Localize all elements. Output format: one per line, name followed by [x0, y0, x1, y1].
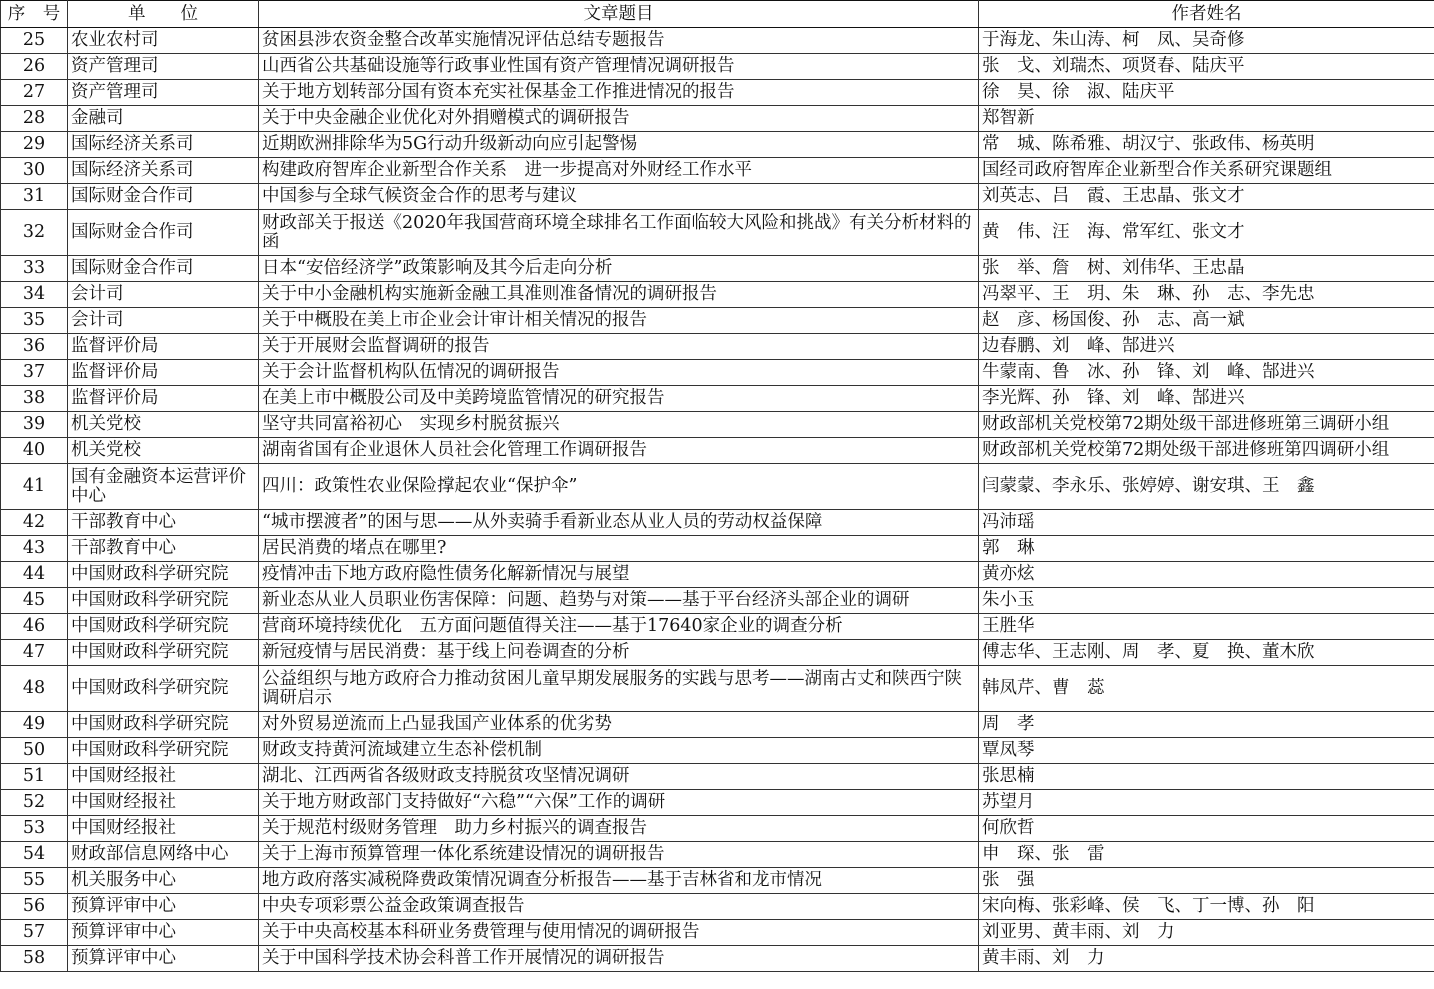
table-row: [1, 464, 1434, 510]
row-number: 25: [1, 28, 68, 54]
row-title: 坚守共同富裕初心 实现乡村脱贫振兴: [259, 412, 979, 438]
row-author: 常 城、陈希雅、胡汉宁、张政伟、杨英明: [979, 132, 1434, 158]
row-title: 居民消费的堵点在哪里?: [259, 536, 979, 562]
row-number: 52: [1, 790, 68, 816]
row-number: 40: [1, 438, 68, 464]
row-unit: 中国财政科学研究院: [68, 666, 259, 712]
row-author: 黄亦炫: [979, 562, 1434, 588]
row-author: 财政部机关党校第72期处级干部进修班第三调研小组: [979, 412, 1434, 438]
row-number: 55: [1, 868, 68, 894]
row-unit: 预算评审中心: [68, 894, 259, 920]
row-author: 王胜华: [979, 614, 1434, 640]
row-author: 黄丰雨、刘 力: [979, 946, 1434, 972]
row-title: 山西省公共基础设施等行政事业性国有资产管理情况调研报告: [259, 54, 979, 80]
row-title: 近期欧洲排除华为5G行动升级新动向应引起警惕: [259, 132, 979, 158]
table-row: [1, 536, 1434, 562]
table-row: [1, 894, 1434, 920]
table-row: [1, 308, 1434, 334]
row-author: 张 强: [979, 868, 1434, 894]
row-number: 43: [1, 536, 68, 562]
table-row: [1, 210, 1434, 256]
row-unit: 国际财金合作司: [68, 210, 259, 256]
header-unit: 单 位: [68, 1, 259, 28]
row-title: 关于会计监督机构队伍情况的调研报告: [259, 360, 979, 386]
row-unit: 预算评审中心: [68, 920, 259, 946]
table-row: [1, 106, 1434, 132]
table-row: [1, 588, 1434, 614]
table-row: [1, 184, 1434, 210]
row-title: 财政支持黄河流域建立生态补偿机制: [259, 738, 979, 764]
row-title: 关于中概股在美上市企业会计审计相关情况的报告: [259, 308, 979, 334]
row-unit: 预算评审中心: [68, 946, 259, 972]
row-number: 49: [1, 712, 68, 738]
row-number: 57: [1, 920, 68, 946]
row-author: 傅志华、王志刚、周 孝、夏 换、董木欣: [979, 640, 1434, 666]
row-title: 关于地方划转部分国有资本充实社保基金工作推进情况的报告: [259, 80, 979, 106]
row-unit: 中国财政科学研究院: [68, 588, 259, 614]
row-author: 宋向梅、张彩峰、侯 飞、丁一博、孙 阳: [979, 894, 1434, 920]
row-title: 四川：政策性农业保险撑起农业“保护伞”: [259, 464, 979, 510]
row-author: 刘英志、吕 霞、王忠晶、张文才: [979, 184, 1434, 210]
row-author: 李光辉、孙 锋、刘 峰、郜进兴: [979, 386, 1434, 412]
row-unit: 中国财政科学研究院: [68, 614, 259, 640]
row-unit: 干部教育中心: [68, 536, 259, 562]
table-row: [1, 438, 1434, 464]
table-row: [1, 920, 1434, 946]
row-number: 46: [1, 614, 68, 640]
row-number: 53: [1, 816, 68, 842]
row-number: 29: [1, 132, 68, 158]
table-row: [1, 666, 1434, 712]
row-number: 31: [1, 184, 68, 210]
row-number: 58: [1, 946, 68, 972]
row-author: 苏望月: [979, 790, 1434, 816]
row-unit: 监督评价局: [68, 386, 259, 412]
row-unit: 中国财政科学研究院: [68, 562, 259, 588]
row-number: 50: [1, 738, 68, 764]
table-row: [1, 256, 1434, 282]
row-unit: 资产管理司: [68, 54, 259, 80]
row-unit: 资产管理司: [68, 80, 259, 106]
row-unit: 会计司: [68, 308, 259, 334]
row-author: 赵 彦、杨国俊、孙 志、高一斌: [979, 308, 1434, 334]
row-unit: 农业农村司: [68, 28, 259, 54]
row-author: 闫蒙蒙、李永乐、张婷婷、谢安琪、王 鑫: [979, 464, 1434, 510]
row-author: 冯翠平、王 玥、朱 琳、孙 志、李先忠: [979, 282, 1434, 308]
row-title: 中国参与全球气候资金合作的思考与建议: [259, 184, 979, 210]
row-unit: 国际财金合作司: [68, 256, 259, 282]
row-author: 韩凤芹、曹 蕊: [979, 666, 1434, 712]
table-row: [1, 868, 1434, 894]
row-title: 关于中央高校基本科研业务费管理与使用情况的调研报告: [259, 920, 979, 946]
row-title: 新业态从业人员职业伤害保障：问题、趋势与对策——基于平台经济头部企业的调研: [259, 588, 979, 614]
table-header: [1, 1, 1434, 28]
row-title: 湖北、江西两省各级财政支持脱贫攻坚情况调研: [259, 764, 979, 790]
table-row: [1, 614, 1434, 640]
row-title: 关于规范村级财务管理 助力乡村振兴的调查报告: [259, 816, 979, 842]
row-title: 关于中央金融企业优化对外捐赠模式的调研报告: [259, 106, 979, 132]
row-number: 37: [1, 360, 68, 386]
row-number: 38: [1, 386, 68, 412]
row-author: 边春鹏、刘 峰、郜进兴: [979, 334, 1434, 360]
row-title: 贫困县涉农资金整合改革实施情况评估总结专题报告: [259, 28, 979, 54]
row-author: 周 孝: [979, 712, 1434, 738]
table-row: [1, 282, 1434, 308]
row-unit: 机关服务中心: [68, 868, 259, 894]
row-author: 张 戈、刘瑞杰、项贤春、陆庆平: [979, 54, 1434, 80]
header-no: 序 号: [1, 1, 68, 28]
header-author: 作者姓名: [979, 1, 1434, 28]
row-unit: 机关党校: [68, 438, 259, 464]
row-title: 疫情冲击下地方政府隐性债务化解新情况与展望: [259, 562, 979, 588]
row-unit: 国际财金合作司: [68, 184, 259, 210]
table-row: [1, 386, 1434, 412]
row-number: 32: [1, 210, 68, 256]
header-title: 文章题目: [259, 1, 979, 28]
row-title: 关于中国科学技术协会科普工作开展情况的调研报告: [259, 946, 979, 972]
row-unit: 中国财经报社: [68, 816, 259, 842]
table-row: [1, 842, 1434, 868]
row-author: 冯沛瑶: [979, 510, 1434, 536]
table-row: [1, 360, 1434, 386]
row-unit: 国有金融资本运营评价中心: [68, 464, 259, 510]
row-title: 新冠疫情与居民消费：基于线上问卷调查的分析: [259, 640, 979, 666]
row-title: 在美上市中概股公司及中美跨境监管情况的研究报告: [259, 386, 979, 412]
row-unit: 中国财经报社: [68, 790, 259, 816]
row-author: 国经司政府智库企业新型合作关系研究课题组: [979, 158, 1434, 184]
row-number: 45: [1, 588, 68, 614]
row-title: “城市摆渡者”的困与思——从外卖骑手看新业态从业人员的劳动权益保障: [259, 510, 979, 536]
row-title: 湖南省国有企业退休人员社会化管理工作调研报告: [259, 438, 979, 464]
row-title: 公益组织与地方政府合力推动贫困儿童早期发展服务的实践与思考——湖南古丈和陕西宁陕调研启示: [259, 666, 979, 712]
row-title: 营商环境持续优化 五方面问题值得关注——基于17640家企业的调查分析: [259, 614, 979, 640]
row-author: 覃凤琴: [979, 738, 1434, 764]
row-title: 财政部关于报送《2020年我国营商环境全球排名工作面临较大风险和挑战》有关分析材料的函: [259, 210, 979, 256]
table-row: [1, 562, 1434, 588]
row-author: 何欣哲: [979, 816, 1434, 842]
table-row: [1, 132, 1434, 158]
row-unit: 财政部信息网络中心: [68, 842, 259, 868]
row-unit: 中国财政科学研究院: [68, 738, 259, 764]
row-number: 30: [1, 158, 68, 184]
row-title: 中央专项彩票公益金政策调查报告: [259, 894, 979, 920]
row-number: 36: [1, 334, 68, 360]
row-unit: 中国财政科学研究院: [68, 712, 259, 738]
row-title: 地方政府落实减税降费政策情况调查分析报告——基于吉林省和龙市情况: [259, 868, 979, 894]
row-title: 关于上海市预算管理一体化系统建设情况的调研报告: [259, 842, 979, 868]
row-author: 黄 伟、汪 海、常军红、张文才: [979, 210, 1434, 256]
row-author: 于海龙、朱山涛、柯 凤、吴奇修: [979, 28, 1434, 54]
row-number: 39: [1, 412, 68, 438]
table-row: [1, 640, 1434, 666]
row-unit: 监督评价局: [68, 334, 259, 360]
table-row: [1, 80, 1434, 106]
table-body: [1, 28, 1434, 972]
row-unit: 监督评价局: [68, 360, 259, 386]
row-title: 关于中小金融机构实施新金融工具准则准备情况的调研报告: [259, 282, 979, 308]
row-author: 朱小玉: [979, 588, 1434, 614]
row-author: 刘亚男、黄丰雨、刘 力: [979, 920, 1434, 946]
row-title: 构建政府智库企业新型合作关系 进一步提高对外财经工作水平: [259, 158, 979, 184]
row-author: 郭 琳: [979, 536, 1434, 562]
row-title: 关于地方财政部门支持做好“六稳”“六保”工作的调研: [259, 790, 979, 816]
row-number: 42: [1, 510, 68, 536]
row-title: 关于开展财会监督调研的报告: [259, 334, 979, 360]
table-row: [1, 790, 1434, 816]
row-number: 27: [1, 80, 68, 106]
table-row: [1, 764, 1434, 790]
row-number: 56: [1, 894, 68, 920]
row-unit: 金融司: [68, 106, 259, 132]
table-row: [1, 54, 1434, 80]
table-row: [1, 334, 1434, 360]
row-number: 48: [1, 666, 68, 712]
row-author: 牛蒙南、鲁 冰、孙 锋、刘 峰、郜进兴: [979, 360, 1434, 386]
table-row: [1, 510, 1434, 536]
table-row: [1, 816, 1434, 842]
row-author: 财政部机关党校第72期处级干部进修班第四调研小组: [979, 438, 1434, 464]
row-unit: 中国财经报社: [68, 764, 259, 790]
table-row: [1, 738, 1434, 764]
row-number: 41: [1, 464, 68, 510]
row-number: 26: [1, 54, 68, 80]
row-unit: 中国财政科学研究院: [68, 640, 259, 666]
row-unit: 机关党校: [68, 412, 259, 438]
table-row: [1, 712, 1434, 738]
row-author: 张思楠: [979, 764, 1434, 790]
row-author: 张 举、詹 树、刘伟华、王忠晶: [979, 256, 1434, 282]
row-number: 28: [1, 106, 68, 132]
row-title: 日本“安倍经济学”政策影响及其今后走向分析: [259, 256, 979, 282]
row-unit: 国际经济关系司: [68, 132, 259, 158]
row-number: 54: [1, 842, 68, 868]
row-number: 35: [1, 308, 68, 334]
table-row: [1, 412, 1434, 438]
row-unit: 干部教育中心: [68, 510, 259, 536]
row-author: 徐 昊、徐 淑、陆庆平: [979, 80, 1434, 106]
header-row: [1, 1, 1434, 28]
row-author: 申 琛、张 雷: [979, 842, 1434, 868]
table-row: [1, 946, 1434, 972]
row-number: 47: [1, 640, 68, 666]
row-number: 44: [1, 562, 68, 588]
row-title: 对外贸易逆流而上凸显我国产业体系的优劣势: [259, 712, 979, 738]
table-row: [1, 158, 1434, 184]
row-number: 51: [1, 764, 68, 790]
row-number: 34: [1, 282, 68, 308]
row-author: 郑智新: [979, 106, 1434, 132]
row-number: 33: [1, 256, 68, 282]
row-unit: 国际经济关系司: [68, 158, 259, 184]
table-row: [1, 28, 1434, 54]
row-unit: 会计司: [68, 282, 259, 308]
